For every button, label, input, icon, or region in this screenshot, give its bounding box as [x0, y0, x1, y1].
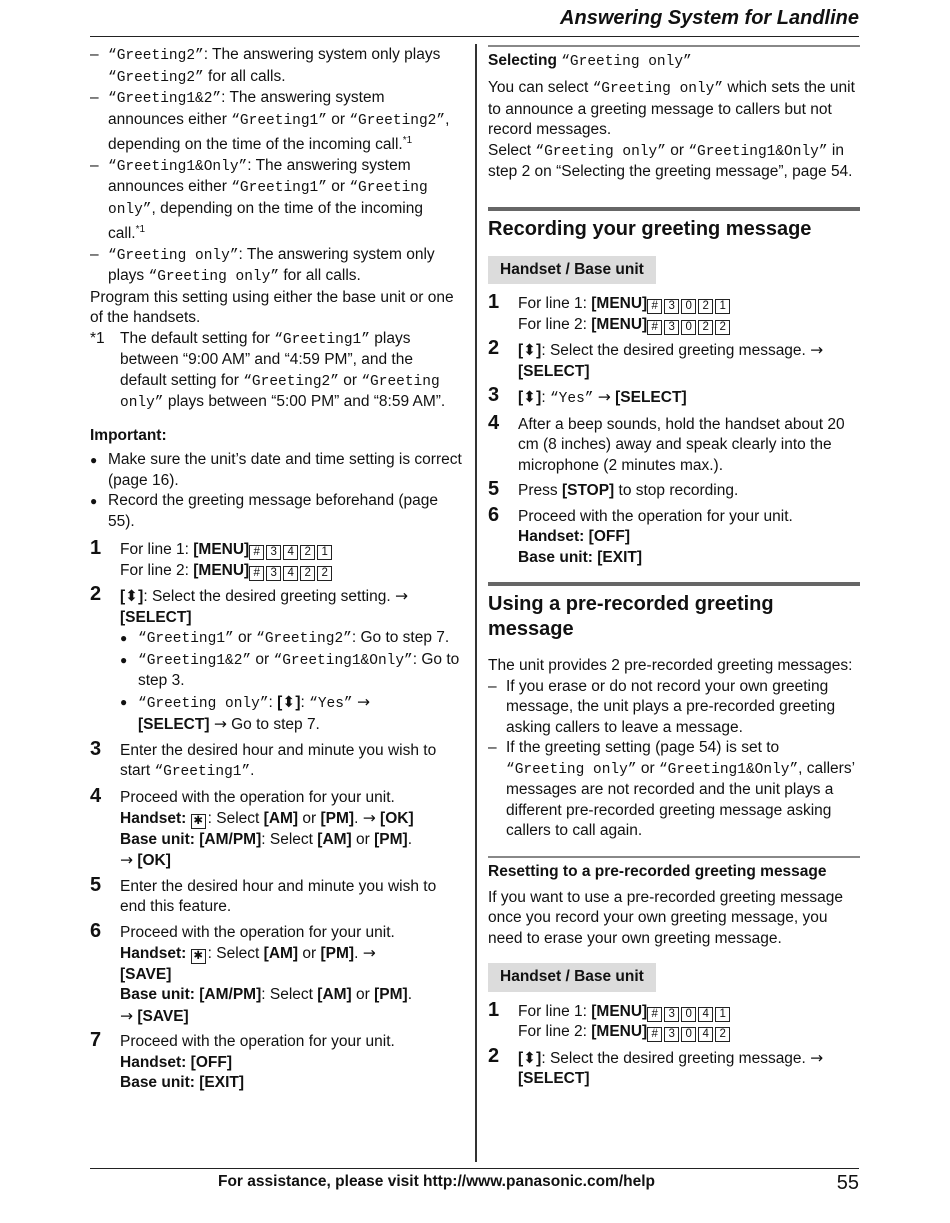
key: 3 [266, 545, 281, 560]
arrow-right-icon: → [394, 587, 408, 606]
arrow-right-icon: → [120, 1006, 133, 1025]
reset-step-2: 2 [⬍]: Select the desired greeting message. → [SELECT] [488, 1044, 824, 1087]
key: 2 [715, 320, 730, 335]
page-header [90, 6, 859, 37]
key: 0 [681, 1007, 696, 1022]
pre-recorded-item: – If you erase or do not record your own greeting message, the unit plays a pre-recorded greeting asking callers to leave a message. [488, 677, 860, 739]
pre-recorded-item: – If the greeting setting (page 54) is set to “Greeting only” or “Greeting1&Only”, callers’ messages are not recorded and the unit plays a different pre-recorded greeting message asking callers to call again. [488, 738, 860, 842]
key: # [647, 299, 662, 314]
step-2-sub: ● “Greeting1” or “Greeting2”: Go to step 7. [120, 628, 462, 650]
key: 3 [664, 1007, 679, 1022]
key: # [647, 1027, 662, 1042]
up-down-icon: ⬍ [125, 587, 139, 606]
arrow-right-icon: → [213, 715, 227, 734]
key: 3 [664, 1027, 679, 1042]
option-greeting1-only: – “Greeting1&Only”: The answering system announces either “Greeting1” or “Greeting only”, depending on the time of the incoming call.$^{*1}$ [90, 156, 462, 245]
step-2-sub: ● “Greeting1&2” or “Greeting1&Only”: Go to step 3. [120, 650, 462, 692]
step-1-line1: For line 1: [MENU] # 3 4 2 1 [120, 540, 462, 561]
section-rule [488, 582, 860, 586]
important-item: ● Record the greeting message beforehand (page 55). [90, 491, 462, 532]
important-heading: Important: [90, 426, 167, 444]
resetting-text: If you want to use a pre-recorded greeting message once you record your own greeting message, you need to erase your own greeting message. [488, 888, 843, 947]
arrow-right-icon: → [810, 341, 824, 359]
key: 2 [698, 320, 713, 335]
unit-label: Handset / Base unit [488, 256, 656, 285]
rec-step-4: 4 After a beep sounds, hold the handset about 20 cm (8 inches) away and speak clearly into the microphone (2 minutes max.). [488, 411, 845, 474]
section-rule [488, 856, 860, 858]
rec-step-3: 3 [⬍]: “Yes” → [SELECT] [488, 384, 687, 407]
unit-label: Handset / Base unit [488, 963, 656, 992]
up-down-icon: ⬍ [282, 692, 296, 711]
rec-step-5: 5 Press [STOP] to stop recording. [488, 478, 739, 500]
page-number: 55 [836, 1172, 859, 1194]
footnote: *1 The default setting for “Greeting1” plays between “9:00 AM” and “4:59 PM”, and the default setting for “Greeting2” or “Greeting only” plays between “5:00 PM” and “8:59 AM”. [90, 329, 446, 412]
star-key-icon: ✱ [191, 814, 206, 829]
step-3: 3 Enter the desired hour and minute you wish to start “Greeting1”. [90, 737, 437, 781]
selecting-greeting-only-heading: Selecting “Greeting only” [488, 52, 692, 70]
recording-heading: Recording your greeting message [488, 217, 812, 240]
key: 4 [698, 1007, 713, 1022]
star-key-icon: ✱ [191, 949, 206, 964]
arrow-right-icon: → [362, 944, 376, 963]
arrow-right-icon: → [120, 851, 133, 870]
rec-step-2: 2 [⬍]: Select the desired greeting message. → [SELECT] [488, 337, 824, 380]
key: 3 [266, 566, 281, 581]
up-down-icon: ⬍ [523, 388, 537, 406]
resetting-heading: Resetting to a pre-recorded greeting message [488, 862, 827, 880]
reset-step-1: 1 For line 1: [MENU] # 3 0 4 1 For line 2: [MENU] # 3 0 4 2 [488, 1002, 860, 1043]
key: 2 [300, 545, 315, 560]
key: # [249, 545, 264, 560]
pre-recorded-heading: Using a pre-recorded greeting message [488, 593, 774, 640]
rec-step-1: 1 For line 1: [MENU] # 3 0 2 1 For line 2: [MENU] # 3 0 2 2 [488, 294, 860, 335]
key: # [249, 566, 264, 581]
key: 2 [300, 566, 315, 581]
arrow-right-icon: → [356, 692, 370, 711]
important-item: ● Make sure the unit’s date and time setting is correct (page 16). [90, 450, 462, 491]
footer-rule [90, 1168, 859, 1169]
key: 2 [317, 566, 332, 581]
key: 4 [283, 545, 298, 560]
rec-step-6: 6 Proceed with the operation for your unit. Handset: [OFF] Base unit: [EXIT] [488, 503, 793, 566]
selecting-greeting-only-p1: You can select “Greeting only” which sets the unit to announce a greeting message to callers but not record messages. [488, 79, 855, 138]
key: 3 [664, 320, 679, 335]
section-rule [488, 207, 860, 211]
step-7: 7 Proceed with the operation for your unit. Handset: [OFF] Base unit: [EXIT] [90, 1029, 395, 1092]
right-column [488, 45, 860, 1095]
up-down-icon: ⬍ [523, 341, 537, 359]
key: 1 [715, 1007, 730, 1022]
section-rule [488, 45, 860, 47]
up-down-icon: ⬍ [523, 1048, 537, 1067]
column-divider [475, 44, 477, 1162]
step-5: 5 Enter the desired hour and minute you wish to end this feature. [90, 873, 437, 916]
key: 0 [681, 1027, 696, 1042]
key: 2 [698, 299, 713, 314]
step-1: 1 For line 1: [MENU] # 3 4 2 1 For line 2: [MENU] # 3 4 2 2 [90, 540, 462, 581]
option-greeting-only: – “Greeting only”: The answering system only plays “Greeting only” for all calls. [90, 245, 462, 288]
program-text: Program this setting using either the base unit or one of the handsets. [90, 288, 454, 327]
selecting-greeting-only-p2: Select “Greeting only” or “Greeting1&Only” in step 2 on “Selecting the greeting message”, page 54. [488, 141, 853, 180]
step-4: 4 Proceed with the operation for your unit. Handset: ✱ : Select [AM] or [PM]. → [OK] Base unit: [AM/PM]: Select [AM] or [PM]. → [OK] [90, 784, 414, 870]
key: 1 [715, 299, 730, 314]
key: 2 [715, 1027, 730, 1042]
key: 3 [664, 299, 679, 314]
page-title: Answering System for Landline [560, 7, 859, 29]
key: # [647, 1007, 662, 1022]
key: 0 [681, 299, 696, 314]
option-greeting1-2: – “Greeting1&2”: The answering system announces either “Greeting1” or “Greeting2”, depending on the time of the incoming call.$^{*1}$ [90, 88, 462, 156]
pre-recorded-intro: The unit provides 2 pre-recorded greeting messages: [488, 657, 853, 674]
step-2: 2 [⬍]: Select the desired greeting setting. → [SELECT] ● “Greeting1” or “Greeting2”: Go to step 7. ● “Greeting1&2” or “Greeting1&Only”: Go to step 3. ● “Greeting only”: [⬍]: “Yes” → [SELECT] → Go to step 7. [90, 586, 462, 736]
arrow-right-icon: → [362, 809, 376, 828]
key: 4 [698, 1027, 713, 1042]
key: # [647, 320, 662, 335]
step-2-sub: ● “Greeting only”: [⬍]: “Yes” → [SELECT] → Go to step 7. [120, 692, 462, 736]
left-column [90, 45, 462, 1099]
step-1-line2: For line 2: [MENU] # 3 4 2 2 [120, 561, 462, 582]
key: 0 [681, 320, 696, 335]
key: 4 [283, 566, 298, 581]
footer-help-text: For assistance, please visit http://www.panasonic.com/help [218, 1173, 655, 1190]
arrow-right-icon: → [810, 1048, 824, 1067]
key: 1 [317, 545, 332, 560]
step-6: 6 Proceed with the operation for your unit. Handset: ✱ : Select [AM] or [PM]. → [SAVE] Base unit: [AM/PM]: Select [AM] or [PM]. → [SAVE] [90, 919, 413, 1025]
option-greeting2: – “Greeting2”: The answering system only plays “Greeting2” for all calls. [90, 45, 462, 88]
arrow-right-icon: → [597, 388, 611, 406]
